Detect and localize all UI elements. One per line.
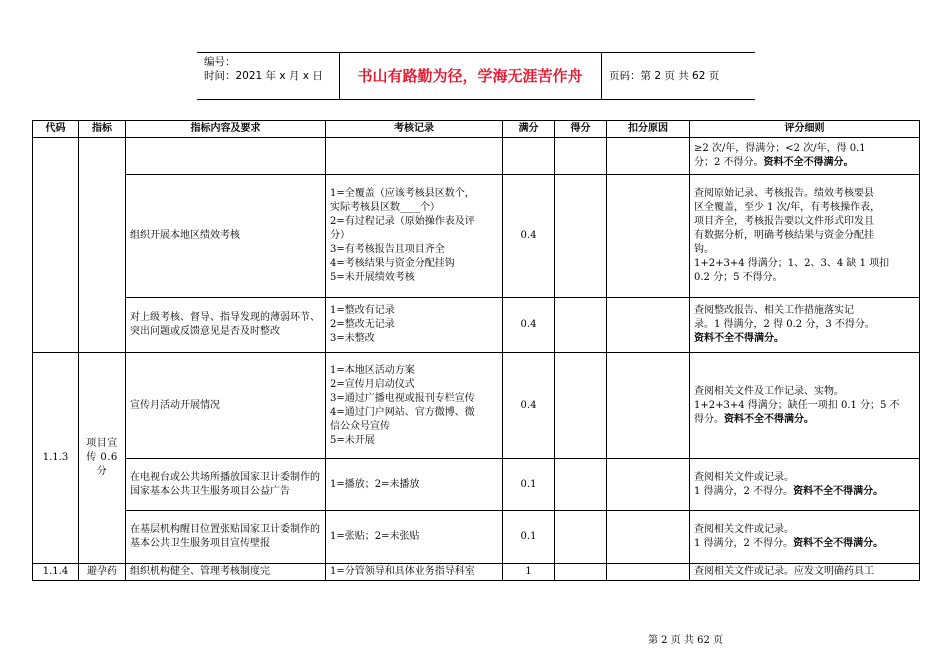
cell-full-score: 0.4 [503, 175, 555, 298]
table-header-row [33, 121, 920, 138]
cell-score [555, 353, 607, 459]
table-row [33, 175, 920, 298]
cell-content [126, 138, 326, 175]
cell-content: 在电视台或公共场所播放国家卫计委制作的国家基本公共卫生服务项目公益广告 [126, 459, 326, 511]
cell-code: 1.1.4 [33, 564, 79, 581]
cell-score [555, 298, 607, 353]
cell-deduction [607, 511, 690, 564]
cell-full-score: 0.1 [503, 459, 555, 511]
cell-record: 1=分管领导和具体业务指导科室 [326, 564, 503, 581]
cell-record: 1=本地区活动方案 2=宣传月启动仪式 3=通过广播电视或报刊专栏宣传 4=通过门户网站、官方微博、微 信公众号宣传 5=未开展 [326, 353, 503, 459]
col-record: 考核记录 [326, 121, 503, 138]
cell-content: 宣传月活动开展情况 [126, 353, 326, 459]
table-row [33, 564, 920, 581]
cell-deduction [607, 564, 690, 581]
col-content: 指标内容及要求 [126, 121, 326, 138]
cell-evaluation: ≥2 次/年，得满分；<2 次/年，得 0.1 分；2 不得分。资料不全不得满分。 [690, 138, 920, 175]
table-row [33, 459, 920, 511]
cell-indicator: 避孕药 [79, 564, 126, 581]
cell-deduction [607, 459, 690, 511]
cell-score [555, 138, 607, 175]
assessment-table [32, 120, 920, 581]
table-row [33, 298, 920, 353]
cell-indicator [79, 138, 126, 353]
page-label: 页码：第 2 页 共 62 页 [609, 70, 720, 82]
header-motto: 书山有路勤为径，学海无涯苦作舟 [339, 53, 602, 99]
cell-score [555, 175, 607, 298]
cell-evaluation: 查阅原始记录、考核报告。绩效考核要县 区全覆盖，至少 1 次/年，有考核操作表， 项目齐全，考核报告要以文件形式印发且 有数据分析，明确考核结果与资金分配挂 钩。 1+2+3+4 得满分；1、2、3、4 缺 1 项扣 0.2 分；5 不得分。 [690, 175, 920, 298]
cell-evaluation: 查阅相关文件或记录。 1 得满分，2 不得分。资料不全不得满分。 [690, 459, 920, 511]
time-label: 时间：2021 年 x 月 x 日 [204, 70, 323, 82]
cell-content: 对上级考核、督导、指导发现的薄弱环节、突出问题或反馈意见是否及时整改 [126, 298, 326, 353]
cell-score [555, 511, 607, 564]
cell-full-score [503, 138, 555, 175]
col-evaluation: 评分细则 [690, 121, 920, 138]
cell-full-score: 0.4 [503, 353, 555, 459]
cell-code [33, 138, 79, 353]
cell-content: 在基层机构醒目位置张贴国家卫计委制作的基本公共卫生服务项目宣传壁报 [126, 511, 326, 564]
cell-evaluation: 查阅相关文件或记录。 1 得满分，2 不得分。资料不全不得满分。 [690, 511, 920, 564]
col-deduction-reason: 扣分原因 [607, 121, 690, 138]
col-score: 得分 [555, 121, 607, 138]
col-code: 代码 [33, 121, 79, 138]
cell-content: 组织机构健全、管理考核制度完 [126, 564, 326, 581]
cell-record [326, 138, 503, 175]
cell-indicator: 项目宣传 0.6 分 [79, 353, 126, 564]
cell-deduction [607, 138, 690, 175]
cell-deduction [607, 353, 690, 459]
cell-record: 1=播放；2=未播放 [326, 459, 503, 511]
cell-record: 1=全覆盖（应该考核县区数个， 实际考核县区数____个） 2=有过程记录（原始操作表及评 分） 3=有考核报告且项目齐全 4=考核结果与资金分配挂钩 5=未开展绩效考核 [326, 175, 503, 298]
cell-record: 1=张贴；2=未张贴 [326, 511, 503, 564]
cell-deduction [607, 298, 690, 353]
cell-deduction [607, 175, 690, 298]
cell-content: 组织开展本地区绩效考核 [126, 175, 326, 298]
number-label: 编号： [204, 56, 236, 68]
cell-code: 1.1.3 [33, 353, 79, 564]
cell-full-score: 0.1 [503, 511, 555, 564]
cell-full-score: 0.4 [503, 298, 555, 353]
cell-full-score: 1 [503, 564, 555, 581]
page-footer: 第 2 页 共 62 页 [648, 635, 723, 646]
col-indicator: 指标 [79, 121, 126, 138]
cell-evaluation: 查阅整改报告、相关工作措施落实记 录。1 得满分，2 得 0.2 分，3 不得分。 资料不全不得满分。 [690, 298, 920, 353]
col-full-score: 满分 [503, 121, 555, 138]
cell-evaluation: 查阅相关文件或记录。应发文明确药具工 [690, 564, 920, 581]
page-header [197, 52, 755, 100]
table-row [33, 138, 920, 175]
cell-evaluation: 查阅相关文件及工作记录、实物。 1+2+3+4 得满分；缺任一项扣 0.1 分；5 不 得分。资料不全不得满分。 [690, 353, 920, 459]
cell-record: 1=整改有记录 2=整改无记录 3=未整改 [326, 298, 503, 353]
table-row [33, 353, 920, 459]
cell-score [555, 459, 607, 511]
table-row [33, 511, 920, 564]
cell-score [555, 564, 607, 581]
header-meta [197, 53, 340, 99]
